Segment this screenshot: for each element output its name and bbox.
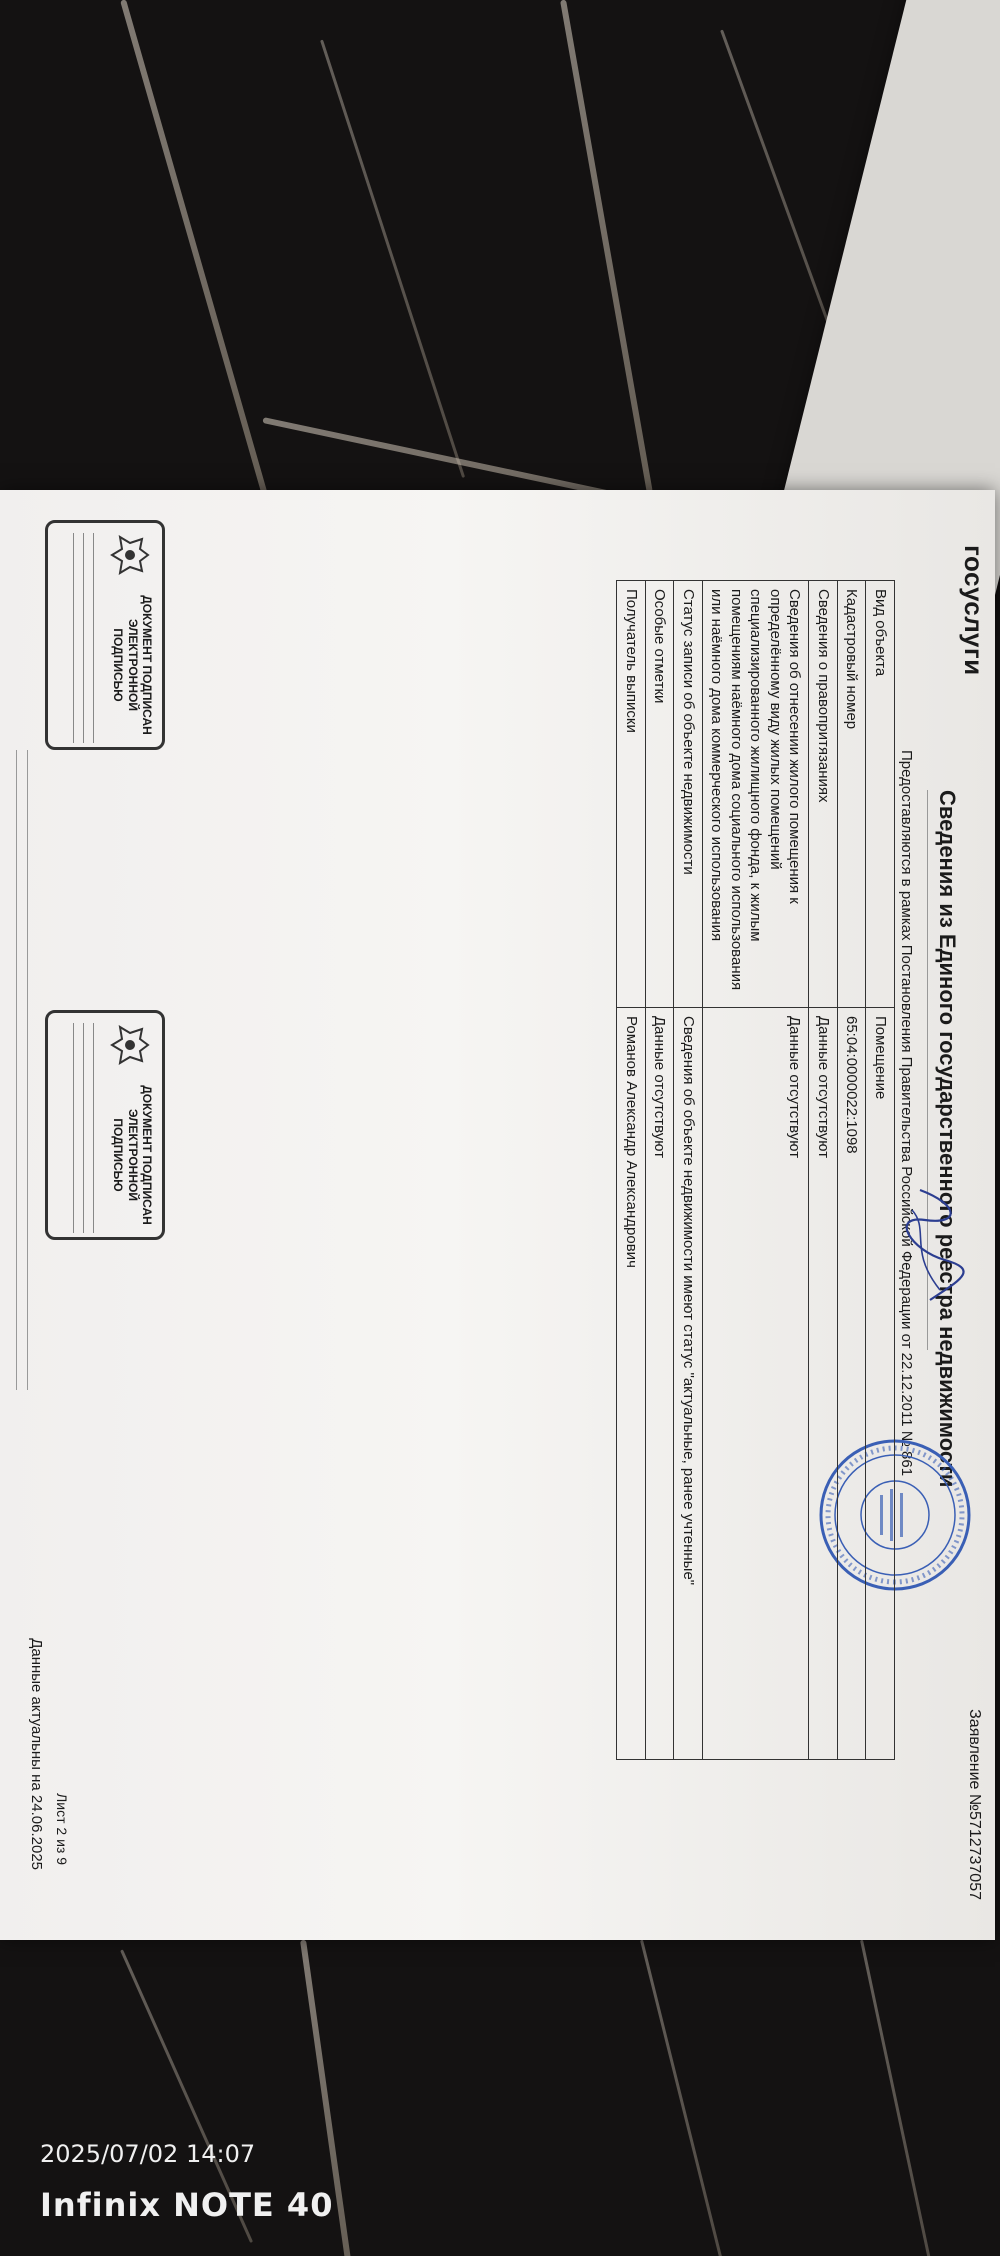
stamp-title: ДОКУМЕНТ ПОДПИСАН ЭЛЕКТРОННОЙ ПОДПИСЬЮ (111, 1085, 154, 1225)
row-label: Особые отметки (646, 581, 675, 1008)
table-row (866, 581, 895, 1760)
coat-of-arms-icon (108, 1023, 152, 1067)
row-value: 65:04:0000022:1098 (838, 1008, 867, 1760)
certificate-details (70, 1023, 100, 1233)
row-value: Данные отсутствуют (646, 1008, 675, 1760)
handwritten-signature (900, 1180, 970, 1310)
table-row (838, 581, 867, 1760)
gosuslugi-logo: госуслуги (959, 545, 989, 676)
request-number: Заявление №5712737057 (966, 1709, 983, 1900)
data-actual-date: Данные актуальны на 24.06.2025 (28, 1638, 45, 1870)
row-label: Сведения об отнесении жилого помещения к определённому виду жилых помещений специализированного жилищного фонда, к жилым помещениям наёмного дома социального использования или наёмного дома коммерческого использования (703, 581, 810, 1008)
marble-vein (640, 1940, 723, 2256)
camera-watermark: Infinix NOTE 40 (40, 2186, 334, 2224)
row-value: Романов Александр Александрович (617, 1008, 646, 1760)
document-content (0, 490, 995, 1940)
marble-vein (860, 1940, 932, 2256)
row-value: Помещение (866, 1008, 895, 1760)
row-label: Сведения о правопритязаниях (809, 581, 838, 1008)
document-title: Сведения из Единого государственного реестра недвижимости (935, 790, 960, 1488)
photo-timestamp: 2025/07/02 14:07 (40, 2140, 256, 2168)
marble-vein (320, 40, 465, 478)
document-subtitle: Предоставляются в рамках Постановления Правительства Российской Федерации от 22.12.2011 № 861 (898, 750, 915, 1477)
marble-vein (560, 0, 653, 493)
e-signature-stamp (45, 1010, 165, 1240)
table-row (809, 581, 838, 1760)
document-sheet (0, 490, 995, 1940)
row-label: Получатель выписки (617, 581, 646, 1008)
row-value: Сведения об объекте недвижимости имеют статус "актуальные, ранее учтенные" (674, 1008, 703, 1760)
row-label: Кадастровый номер (838, 581, 867, 1008)
property-info-table (617, 580, 896, 1760)
row-label: Статус записи об объекте недвижимости (674, 581, 703, 1008)
stamp-title: ДОКУМЕНТ ПОДПИСАН ЭЛЕКТРОННОЙ ПОДПИСЬЮ (111, 595, 154, 735)
sheet-number: Лист 2 из 9 (54, 1793, 70, 1865)
table-row (617, 581, 646, 1760)
certificate-details (70, 533, 100, 743)
table-row (674, 581, 703, 1760)
table-row (703, 581, 810, 1760)
row-value: Данные отсутствуют (809, 1008, 838, 1760)
table-row (646, 581, 675, 1760)
footer-fine-print (13, 750, 35, 1390)
coat-of-arms-icon (108, 533, 152, 577)
row-label: Вид объекта (866, 581, 895, 1008)
e-signature-stamp (45, 520, 165, 750)
row-value: Данные отсутствуют (703, 1008, 810, 1760)
marble-vein (120, 0, 269, 501)
